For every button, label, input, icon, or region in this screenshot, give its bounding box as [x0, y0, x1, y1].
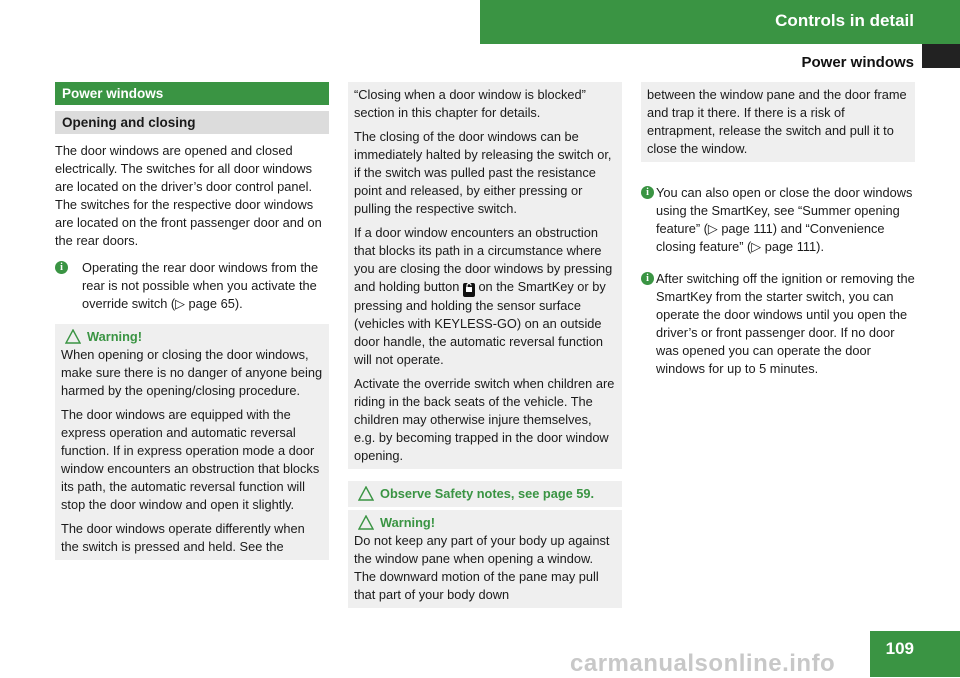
warning-paragraph: The closing of the door windows can be immediately halted by releasing the switch or, if the switch was pulled past the resistance point and released, by either pressing or pulling the respective switch. [354, 129, 612, 216]
section-heading: Power windows [55, 82, 329, 105]
safety-note-box [348, 481, 622, 507]
info-text: Operating the rear door windows from the rear is not possible when you activate the override switch (▷ page 65). [82, 260, 319, 311]
warning-paragraph: Do not keep any part of your body up against the window pane when opening a window. The downward motion of the pane may pull that part of your body down [354, 533, 610, 602]
thumb-tab [922, 44, 960, 68]
warning-box [348, 510, 622, 608]
intro-paragraph: The door windows are opened and closed electrically. The switches for all door windows are located on the driver’s door control panel. The switches for the respective door windows are located on the front passenger door and on the rear doors. [55, 143, 322, 248]
warning-paragraph: between the window pane and the door frame and trap it there. If there is a risk of entrapment, release the switch and pull it to close the window. [647, 87, 907, 156]
info-note [55, 259, 329, 313]
warning-paragraph: The door windows operate differently when the switch is pressed and held. See the [61, 521, 305, 554]
info-icon: i [641, 272, 654, 285]
warning-paragraph: Activate the override switch when children are riding in the back seats of the vehicle. The children may otherwise injure themselves, e.g. by becoming trapped in the door window opening. [354, 376, 615, 463]
info-note [641, 184, 915, 256]
text-span: on the SmartKey or by pressing and holding the sensor surface (vehicles with KEYLESS-GO) on an outside door handle, the automatic reversal function will not operate. [354, 279, 606, 367]
warning-paragraph: “Closing when a door window is blocked” section in this chapter for details. [354, 87, 586, 120]
warning-paragraph: The door windows are equipped with the express operation and automatic reversal function. If in express operation mode a door window encounters an obstruction that blocks its path, the automatic reversal function will stop the door window and open it slightly. [61, 407, 320, 512]
warning-title: Warning! [380, 515, 435, 530]
safety-note-heading [354, 485, 616, 503]
warning-paragraph [354, 224, 616, 369]
warning-triangle-icon [65, 329, 81, 344]
watermark: carmanualsonline.info [570, 650, 836, 677]
warning-paragraph: When opening or closing the door windows, make sure there is no danger of anyone being harmed by the opening/closing procedure. [61, 347, 323, 398]
column-3 [641, 82, 915, 378]
warning-title: Warning! [87, 329, 142, 344]
section-title: Power windows [801, 54, 914, 71]
warning-triangle-icon [358, 515, 374, 530]
info-text: You can also open or close the door windows using the SmartKey, see “Summer opening feature” (▷ page 111) and “Convenience closing feature” (▷ page 111). [656, 185, 913, 254]
subsection-heading: Opening and closing [55, 111, 329, 134]
chapter-title: Controls in detail [775, 11, 914, 30]
warning-continued-box [348, 82, 622, 469]
info-icon: i [55, 261, 68, 274]
warning-box [55, 324, 329, 560]
unlock-button-icon [463, 283, 475, 297]
info-note [641, 270, 915, 378]
page-number-band [870, 631, 960, 677]
info-text: After switching off the ignition or removing the SmartKey from the starter switch, you can operate the door windows until you open the driver’s or front passenger door. If no door was opened you can operate the door windows for up to 5 minutes. [656, 271, 915, 376]
safety-note-text: Observe Safety notes, see page 59. [380, 486, 595, 501]
page-number: 109 [885, 639, 914, 658]
text-span: If a door window encounters an obstruction that blocks its path in a circumstance where you are closing the door windows by pressing and holding button [354, 225, 613, 294]
info-icon: i [641, 186, 654, 199]
warning-heading [354, 514, 616, 532]
warning-triangle-icon [358, 486, 374, 501]
column-2 [348, 82, 622, 608]
warning-heading [61, 328, 323, 346]
warning-continued-box [641, 82, 915, 162]
column-1 [55, 82, 329, 560]
